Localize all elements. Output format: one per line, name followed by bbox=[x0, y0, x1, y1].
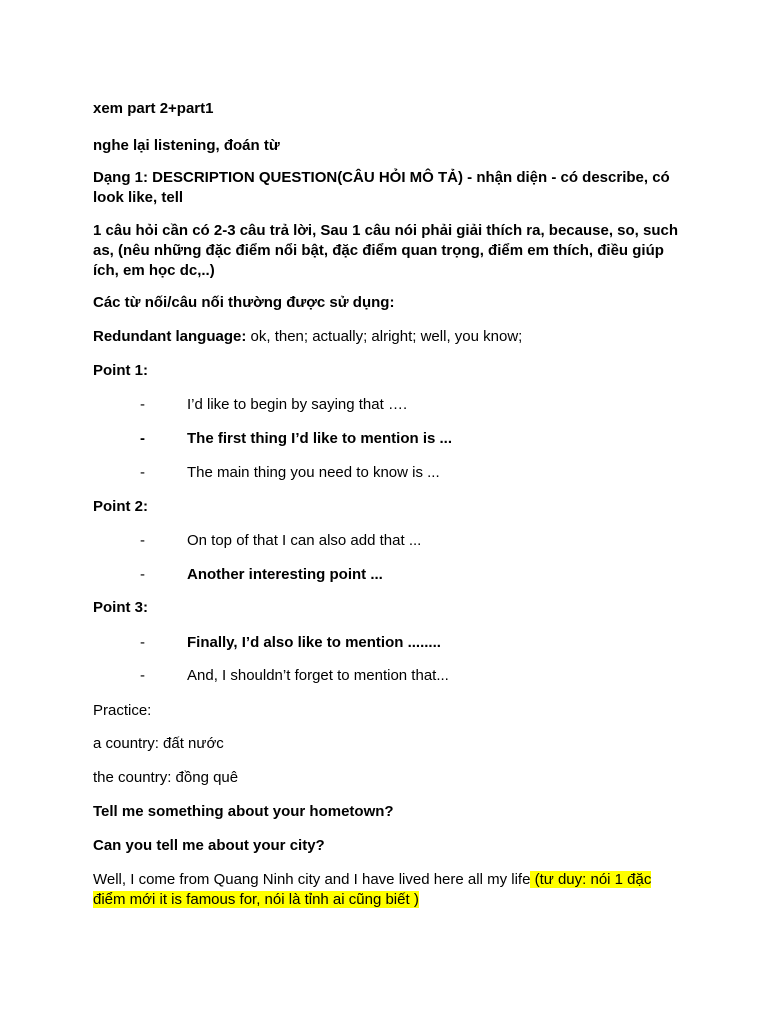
bullet-dash: - bbox=[140, 566, 145, 583]
point-1-item: The first thing I’d like to mention is ... bbox=[187, 430, 453, 447]
sample-answer bbox=[93, 870, 683, 910]
question-hometown: Tell me something about your hometown? bbox=[93, 803, 394, 820]
bullet-dash: - bbox=[140, 396, 145, 413]
point-1-item: The main thing you need to know is ... bbox=[187, 464, 440, 481]
question-city: Can you tell me about your city? bbox=[93, 837, 325, 854]
bullet-dash: - bbox=[140, 634, 145, 651]
bullet-dash: - bbox=[140, 667, 145, 684]
note-line-5: Các từ nối/câu nối thường được sử dụng: bbox=[93, 294, 395, 311]
bullet-dash: - bbox=[140, 532, 145, 549]
point-2-heading: Point 2: bbox=[93, 498, 148, 515]
point-3-item: Finally, I’d also like to mention ........ bbox=[187, 634, 441, 651]
note-line-4: 1 câu hỏi cần có 2-3 câu trả lời, Sau 1 câu nói phải giải thích ra, because, so, such as, (nêu những đặc điểm nổi bật, đặc điểm quan trọng, điểm em thích, điều giúp ích, em học dc,..) bbox=[93, 222, 679, 279]
point-3-item: And, I shouldn’t forget to mention that... bbox=[187, 667, 449, 684]
point-1-heading: Point 1: bbox=[93, 362, 148, 379]
note-line-1: xem part 2+part1 bbox=[93, 100, 214, 117]
note-line-2: nghe lại listening, đoán từ bbox=[93, 137, 280, 154]
bullet-dash: - bbox=[140, 430, 145, 447]
point-3-heading: Point 3: bbox=[93, 599, 148, 616]
practice-heading: Practice: bbox=[93, 702, 152, 719]
point-2-item: On top of that I can also add that ... bbox=[187, 532, 422, 549]
point-1-item: I’d like to begin by saying that …. bbox=[187, 396, 408, 413]
vocab-country-1: a country: đất nước bbox=[93, 735, 224, 752]
vocab-country-2: the country: đồng quê bbox=[93, 769, 239, 786]
answer-highlight-note: (tư duy: nói 1 đặc điểm mới it is famous for, nói là tỉnh ai cũng biết ) bbox=[93, 871, 652, 908]
redundant-language-label: Redundant language: bbox=[93, 328, 247, 345]
redundant-language-text: ok, then; actually; alright; well, you know; bbox=[246, 328, 523, 345]
point-2-item: Another interesting point ... bbox=[187, 566, 383, 583]
redundant-language-line bbox=[93, 327, 522, 347]
answer-text: Well, I come from Quang Ninh city and I have lived here all my life bbox=[93, 871, 531, 888]
bullet-dash: - bbox=[140, 464, 145, 481]
note-line-3: Dạng 1: DESCRIPTION QUESTION(CÂU HỎI MÔ TẢ) - nhận diện - có describe, có look like, tell bbox=[93, 169, 670, 206]
